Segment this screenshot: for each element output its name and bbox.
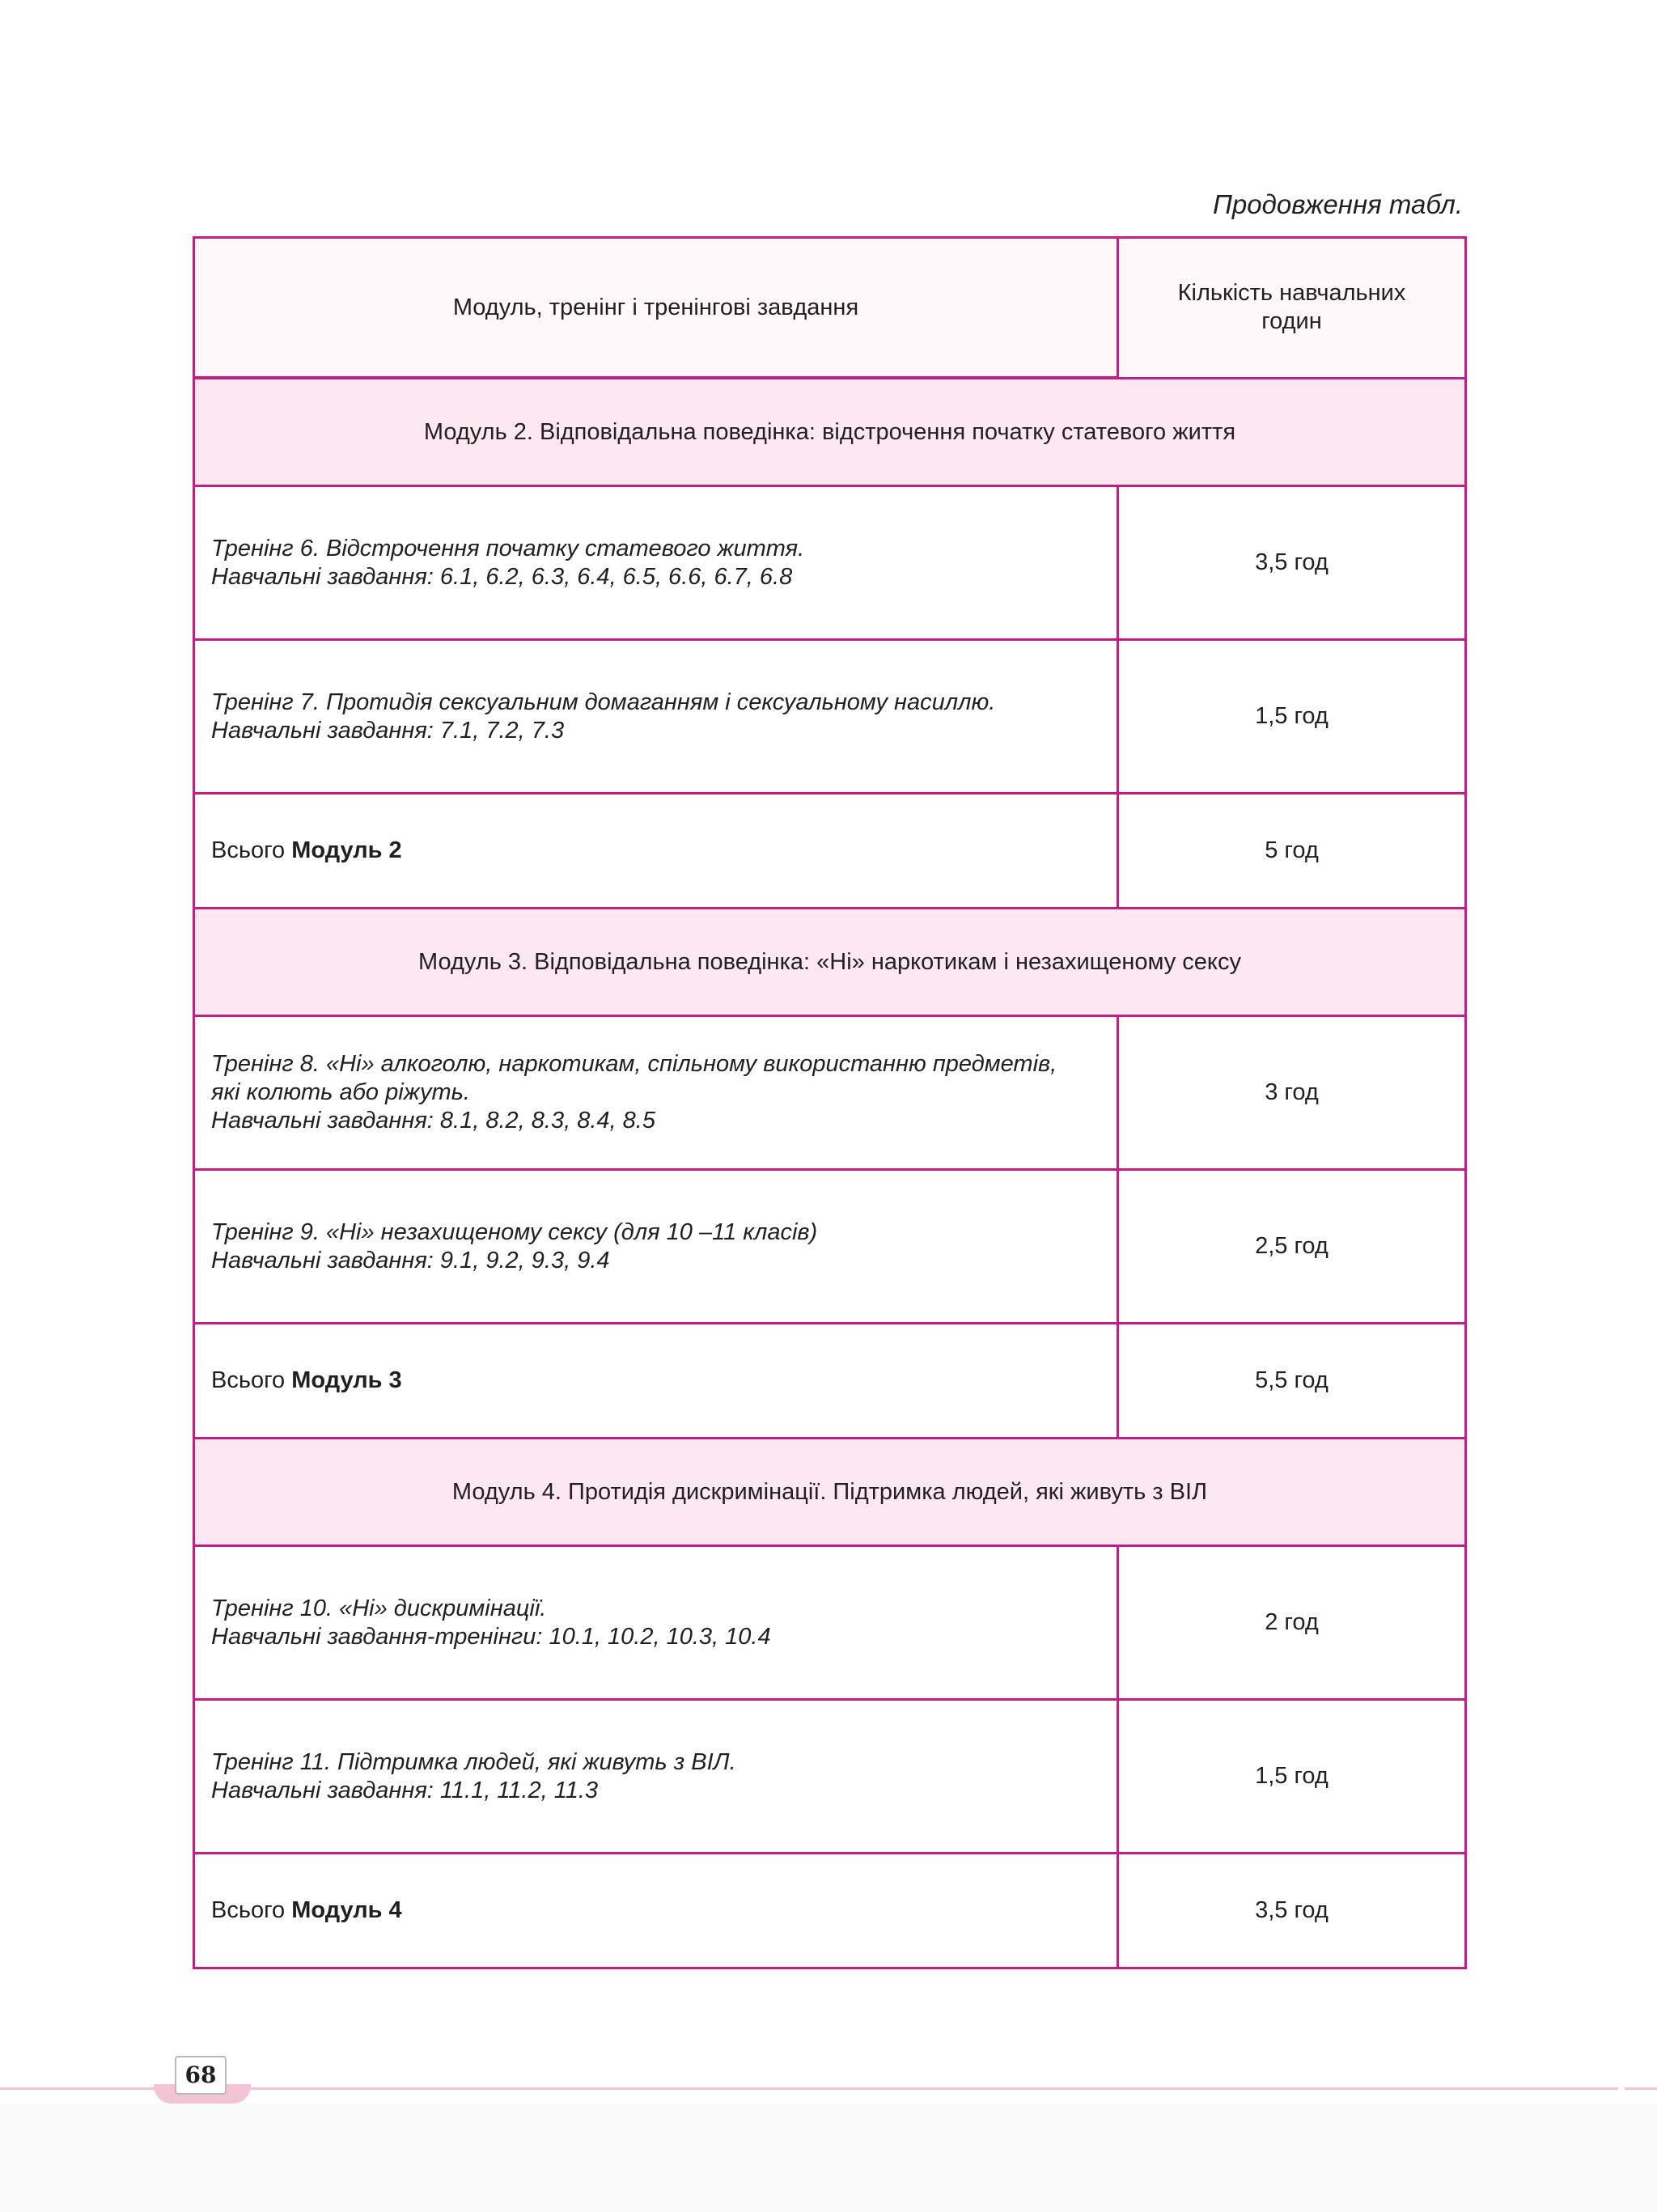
- module-4-title: Модуль 4. Протидія дискримінації. Підтримка людей, які живуть з ВІЛ: [194, 1439, 1466, 1546]
- module-3-total-hours: 5,5 год: [1118, 1324, 1466, 1439]
- table-row: [194, 1700, 1466, 1854]
- training-7-description: [194, 640, 1118, 794]
- training-10-description: [194, 1546, 1118, 1700]
- module-4-total-label: [194, 1854, 1118, 1968]
- training-6-description: [194, 486, 1118, 640]
- module-3-title: Модуль 3. Відповідальна поведінка: «Ні» наркотикам і незахищеному сексу: [194, 909, 1466, 1016]
- training-10-tasks: Навчальні завдання-тренінги: 10.1, 10.2, 10.3, 10.4: [211, 1623, 771, 1650]
- module-4-total-hours: 3,5 год: [1118, 1854, 1466, 1968]
- training-9-tasks: Навчальні завдання: 9.1, 9.2, 9.3, 9.4: [211, 1247, 610, 1273]
- training-11-description: [194, 1700, 1118, 1854]
- training-8-hours: 3 год: [1118, 1016, 1466, 1170]
- total-row: [194, 1854, 1466, 1968]
- training-11-hours: 1,5 год: [1118, 1700, 1466, 1854]
- table-row: [194, 640, 1466, 794]
- module-row: [194, 1439, 1466, 1546]
- total-row: [194, 794, 1466, 909]
- training-7-hours: 1,5 год: [1118, 640, 1466, 794]
- module-row: [194, 909, 1466, 1016]
- training-8-title-cont: які колють або ріжуть.: [211, 1079, 470, 1105]
- header-module-training: Модуль, тренінг і тренінгові завдання: [194, 238, 1118, 379]
- module-3-total-label: [194, 1324, 1118, 1439]
- footer-shade: [0, 2104, 1657, 2212]
- table-continuation-caption: Продовження табл.: [1213, 189, 1463, 219]
- training-6-title: Тренінг 6. Відстрочення початку статевого життя.: [211, 535, 805, 561]
- header-hours-line2: годин: [1261, 308, 1322, 335]
- total-prefix: Всього: [211, 1367, 286, 1393]
- header-hours: [1118, 238, 1466, 379]
- table-header-row: [194, 238, 1466, 379]
- footer-divider-end: [1625, 2087, 1657, 2090]
- training-8-tasks: Навчальні завдання: 8.1, 8.2, 8.3, 8.4, 8.5: [211, 1108, 655, 1134]
- training-11-tasks: Навчальні завдання: 11.1, 11.2, 11.3: [211, 1777, 599, 1803]
- training-7-title: Тренінг 7. Протидія сексуальним домаганням і сексуальному насиллю.: [211, 689, 996, 715]
- total-module-name: Модуль 3: [291, 1367, 402, 1393]
- training-9-hours: 2,5 год: [1118, 1170, 1466, 1324]
- module-2-total-label: [194, 794, 1118, 909]
- training-11-title: Тренінг 11. Підтримка людей, які живуть з ВІЛ.: [211, 1748, 736, 1775]
- header-hours-line1: Кількість навчальних: [1177, 280, 1406, 307]
- training-9-title: Тренінг 9. «Ні» незахищеному сексу (для 10 –11 класів): [211, 1218, 818, 1245]
- curriculum-table: [193, 236, 1467, 1969]
- table-row: [194, 1016, 1466, 1170]
- training-9-description: [194, 1170, 1118, 1324]
- training-8-title: Тренінг 8. «Ні» алкоголю, наркотикам, спільному використанню предметів,: [211, 1051, 1057, 1077]
- training-10-hours: 2 год: [1118, 1546, 1466, 1700]
- module-2-title: Модуль 2. Відповідальна поведінка: відстрочення початку статевого життя: [194, 378, 1466, 486]
- page-number: 68: [175, 2056, 227, 2095]
- training-6-tasks: Навчальні завдання: 6.1, 6.2, 6.3, 6.4, 6.5, 6.6, 6.7, 6.8: [211, 563, 793, 590]
- module-2-total-hours: 5 год: [1118, 794, 1466, 909]
- training-10-title: Тренінг 10. «Ні» дискримінації.: [211, 1595, 547, 1621]
- training-7-tasks: Навчальні завдання: 7.1, 7.2, 7.3: [211, 717, 565, 744]
- training-8-description: [194, 1016, 1118, 1170]
- total-module-name: Модуль 4: [291, 1897, 402, 1923]
- table-row: [194, 486, 1466, 640]
- module-row: [194, 378, 1466, 486]
- total-row: [194, 1324, 1466, 1439]
- total-prefix: Всього: [211, 837, 286, 863]
- table-row: [194, 1170, 1466, 1324]
- training-6-hours: 3,5 год: [1118, 486, 1466, 640]
- total-module-name: Модуль 2: [291, 837, 402, 863]
- total-prefix: Всього: [211, 1897, 286, 1923]
- table-row: [194, 1546, 1466, 1700]
